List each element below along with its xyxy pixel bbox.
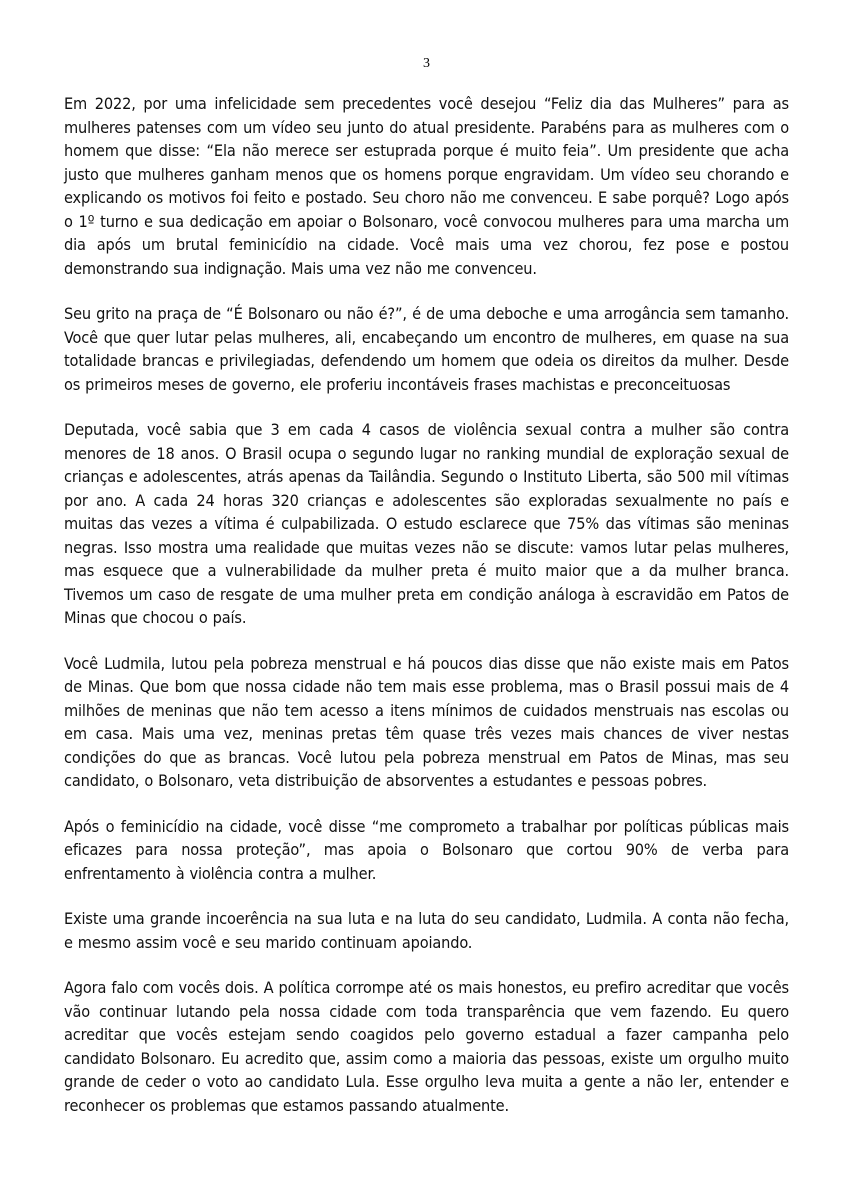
paragraph-2: Seu grito na praça de “É Bolsonaro ou não é?”, é de uma deboche e uma arrogância sem tamanho. Você que quer lutar pelas mulheres, ali, encabeçando um encontro de mulheres, em quase na sua totalidade brancas e privilegiadas, defendendo um homem que odeia os direitos da mulher. Desde os primeiros meses de governo, ele proferiu incontáveis frases machistas e preconceituosas (64, 304, 789, 394)
paragraph-5: Após o feminicídio na cidade, você disse “me comprometo a trabalhar por políticas públicas mais eficazes para nossa proteção”, mas apoia o Bolsonaro que cortou 90% de verba para enfrentamento à violência contra a mulher. (64, 816, 789, 883)
page-number: 3 (423, 56, 430, 71)
paragraph-4: Você Ludmila, lutou pela pobreza menstrual e há poucos dias disse que não existe mais em Patos de Minas. Que bom que nossa cidade não tem mais esse problema, mas o Brasil possui mais de 4 milhões de meninas que não tem acesso a itens mínimos de cuidados menstruais nas escolas ou em casa. Mais uma vez, meninas pretas têm quase três vezes mais chances de viver nestas condições do que as brancas. Você lutou pela pobreza menstrual em Patos de Minas, mas seu candidato, o Bolsonaro, veta distribuição de absorventes a estudantes e pessoas pobres. (64, 653, 789, 790)
paragraph-7: Agora falo com vocês dois. A política corrompe até os mais honestos, eu prefiro acreditar que vocês vão continuar lutando pela nossa cidade com toda transparência que vem fazendo. Eu quero acreditar que vocês estejam sendo coagidos pelo governo estadual a fazer campanha pelo candidato Bolsonaro. Eu acredito que, assim como a maioria das pessoas, existe um orgulho muito grande de ceder o voto ao candidato Lula. Esse orgulho leva muita a gente a não ler, entender e reconhecer os problemas que estamos passando atualmente. (64, 978, 789, 1115)
paragraph-3: Deputada, você sabia que 3 em cada 4 casos de violência sexual contra a mulher são contra menores de 18 anos. O Brasil ocupa o segundo lugar no ranking mundial de exploração sexual de crianças e adolescentes, atrás apenas da Tailândia. Segundo o Instituto Liberta, são 500 mil vítimas por ano. A cada 24 horas 320 crianças e adolescentes são exploradas sexualmente no país e muitas das vezes a vítima é culpabilizada. O estudo esclarece que 75% das vítimas são meninas negras. Isso mostra uma realidade que muitas vezes não se discute: vamos lutar pelas mulheres, mas esquece que a vulnerabilidade da mulher preta é muito maior que a da mulher branca. Tivemos um caso de resgate de uma mulher preta em condição análoga à escravidão em Patos de Minas que chocou o país. (64, 420, 789, 627)
document-body (64, 92, 789, 1139)
paragraph-1: Em 2022, por uma infelicidade sem precedentes você desejou “Feliz dia das Mulheres” para as mulheres patenses com um vídeo seu junto do atual presidente. Parabéns para as mulheres com o homem que disse: “Ela não merece ser estuprada porque é muito feia”. Um presidente que acha justo que mulheres ganham menos que os homens porque engravidam. Um vídeo seu chorando e explicando os motivos foi feito e postado. Seu choro não me convenceu. E sabe porquê? Logo após o 1º turno e sua dedicação em apoiar o Bolsonaro, você convocou mulheres para uma marcha um dia após um brutal feminicídio na cidade. Você mais uma vez chorou, fez pose e postou demonstrando sua indignação. Mais uma vez não me convenceu. (64, 94, 789, 278)
paragraph-6: Existe uma grande incoerência na sua luta e na luta do seu candidato, Ludmila. A conta não fecha, e mesmo assim você e seu marido continuam apoiando. (64, 909, 789, 952)
